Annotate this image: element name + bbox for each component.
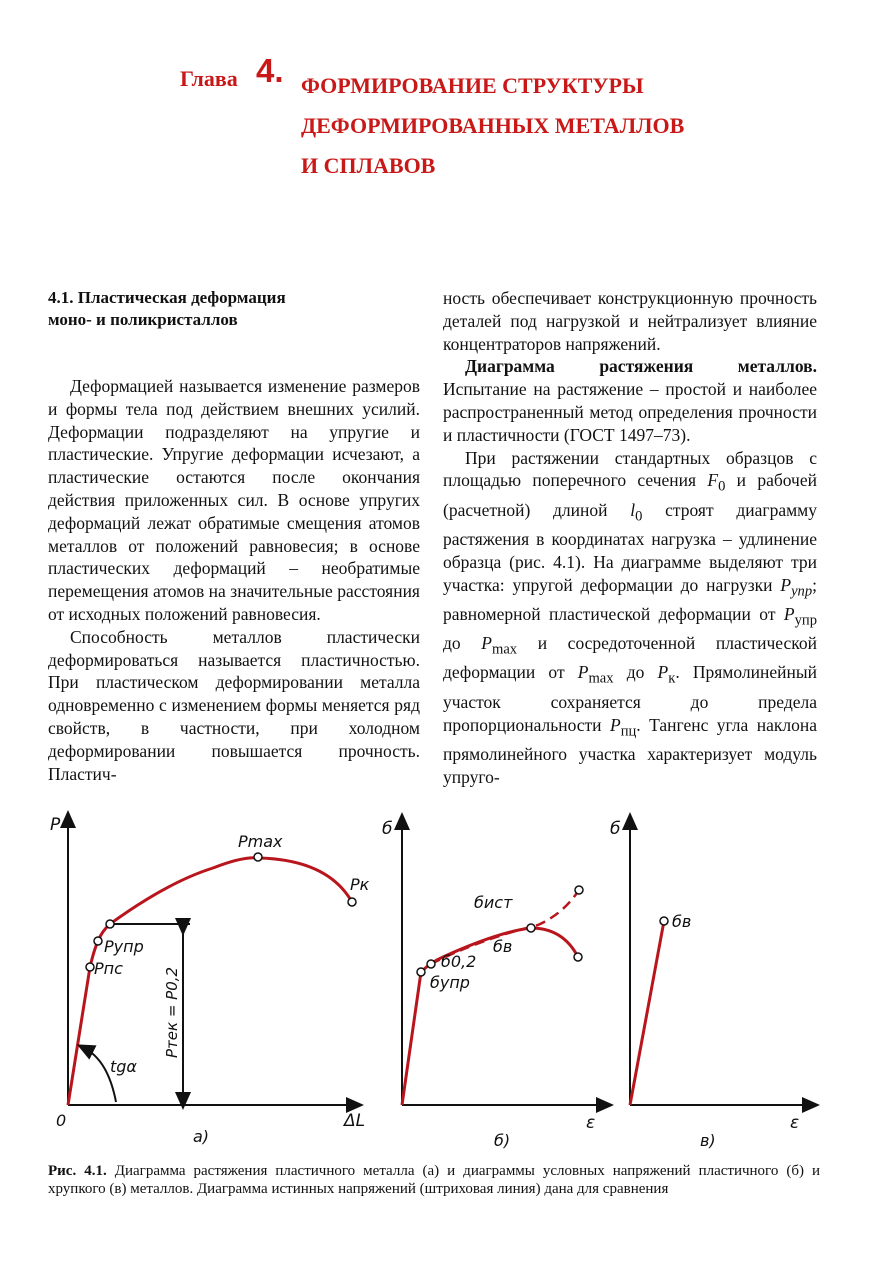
point-break [574, 953, 582, 961]
paragraph-text: до [443, 633, 482, 654]
x-axis-label: ε [586, 1113, 596, 1133]
symbol: P [481, 633, 492, 654]
symbol: l [630, 499, 636, 520]
chapter-title [301, 66, 821, 186]
point-bv [660, 917, 668, 925]
point-ptek [106, 920, 114, 928]
paragraph: Способность металлов пластически деформироваться называется пластичностью. При пластическом деформировании металла одновременно с изменением формы меняется ряд свойств, в частности, при холодном деформировании повышается прочность. Пластич- [48, 626, 420, 784]
caption-text: Диаграмма растяжения пластичного металла (а) и диаграммы условных напряжений пластичного (б) и хрупкого (в) металлов. Диаграмма истинных напряжений (штриховая линия) дана для сравнения [48, 1163, 821, 1197]
symbol: P [609, 714, 621, 735]
symbol: P [577, 662, 589, 683]
paragraph-text: ; равномерной пластической деформации от [443, 574, 817, 624]
section-heading-line: моно- и поликристаллов [48, 310, 238, 329]
paragraph-text: Испытание на растяжение – простой и наиболее распространенный метод определения прочности и пластичности (ГОСТ 1497–73). [443, 379, 817, 445]
figure-caption [48, 1162, 820, 1198]
chapter-title-line: И СПЛАВОВ [301, 153, 436, 178]
point-pps [86, 963, 94, 971]
chapter-title-line: ДЕФОРМИРОВАННЫХ МЕТАЛЛОВ [301, 113, 685, 138]
subscript: 0 [635, 508, 643, 525]
label-ist: бист [474, 893, 513, 912]
paragraph-text: . Прямолинейный участок сохраняется до предела пропорциональности [443, 662, 817, 735]
diagram-c [610, 819, 812, 1150]
section-heading [48, 287, 420, 331]
symbol: P [780, 574, 792, 595]
chapter-number: 4. [256, 52, 284, 89]
point-ist [575, 886, 583, 894]
paragraph-text: При растяжении стандартных образцов с площадью поперечного сечения [443, 447, 817, 491]
subscript: упр [794, 612, 817, 629]
subscript: пц [620, 723, 637, 740]
caption-label: Рис. 4.1. [48, 1163, 107, 1179]
label-ptek: Pтек = P0,2 [163, 966, 181, 1058]
label-b02: б0,2 [441, 952, 477, 971]
x-axis-label: ΔL [344, 1111, 366, 1131]
caption-c: в) [700, 1131, 716, 1150]
caption-a: а) [193, 1127, 210, 1146]
subscript-text: упр [791, 583, 813, 600]
section-heading-line: 4.1. Пластическая деформация [48, 288, 286, 307]
right-column [443, 287, 817, 788]
subscript: к [668, 670, 676, 687]
label-bv: бв [493, 937, 513, 956]
label-pk: Pк [350, 875, 370, 894]
symbol: P [783, 603, 795, 624]
point-bupr [417, 968, 425, 976]
paragraph-text: и сосредоточенной пластической деформации от [443, 633, 818, 683]
x-axis-label: ε [790, 1113, 800, 1133]
paragraph-text: и рабочей (расчетной) длиной [443, 470, 817, 520]
label-pps: Pпс [94, 959, 123, 978]
y-axis-label: б [382, 819, 393, 839]
paragraph-text: строят диаграмму растяжения в координатах нагрузка – удлинение образца (рис. 4.1). На диаграмме выделяют три участка: упругой деформации до нагрузки [443, 499, 817, 595]
paragraph-text: до [613, 662, 658, 683]
paragraph: Деформацией называется изменение размеров и формы тела под действием внешних усилий. Деформации подразделяют на упругие и пластические. Упругие деформации исчезают, а пластические остаются после окончания действия приложенных сил. В основе упругих деформаций лежат обратимые смещения атомов металлов от положений равновесия; в основе пластических деформаций – необратимые перемещения атомов на значительные расстояния от исходных положений равновесия. [48, 376, 420, 624]
subscript: max [491, 641, 518, 658]
point-b02 [427, 960, 435, 968]
subscript: 0 [718, 478, 726, 495]
diagram-b [382, 819, 606, 1150]
label-bv: бв [672, 912, 692, 931]
engineering-curve [402, 928, 578, 1105]
label-tg: tgα [110, 1057, 137, 1076]
symbol: P [657, 662, 669, 683]
paragraph-text: . Тангенс угла наклона прямолинейного участка характеризует модуль упруго- [443, 714, 817, 787]
point-pk [348, 898, 356, 906]
y-axis-label: б [610, 819, 621, 839]
paragraph: ность обеспечивает конструкционную прочность деталей под нагрузкой и нейтрализует влияние концентраторов напряжений. [443, 288, 817, 354]
point-bv [527, 924, 535, 932]
label-pupr: Pупр [104, 937, 144, 956]
figure [38, 810, 838, 1160]
subscript: max [588, 670, 614, 687]
chapter-title-line: ФОРМИРОВАНИЕ СТРУКТУРЫ [301, 73, 644, 98]
paragraph-lead: Диаграмма растяжения металлов. [465, 356, 817, 377]
point-pmax [254, 853, 262, 861]
y-axis-label: P [50, 815, 61, 835]
paragraph [443, 355, 817, 446]
caption-b: б) [494, 1131, 511, 1150]
left-column [48, 287, 420, 785]
label-bupr: бупр [430, 973, 470, 992]
origin-label: 0 [56, 1111, 67, 1130]
symbol: F [707, 470, 719, 491]
point-pupr [94, 937, 102, 945]
subscript [791, 583, 812, 599]
figure-diagrams [38, 810, 838, 1160]
diagram-a [50, 815, 370, 1146]
chapter-label: Глава [180, 66, 238, 91]
label-pmax: Pmax [238, 832, 283, 851]
paragraph [443, 447, 817, 789]
brittle-curve [630, 921, 664, 1105]
